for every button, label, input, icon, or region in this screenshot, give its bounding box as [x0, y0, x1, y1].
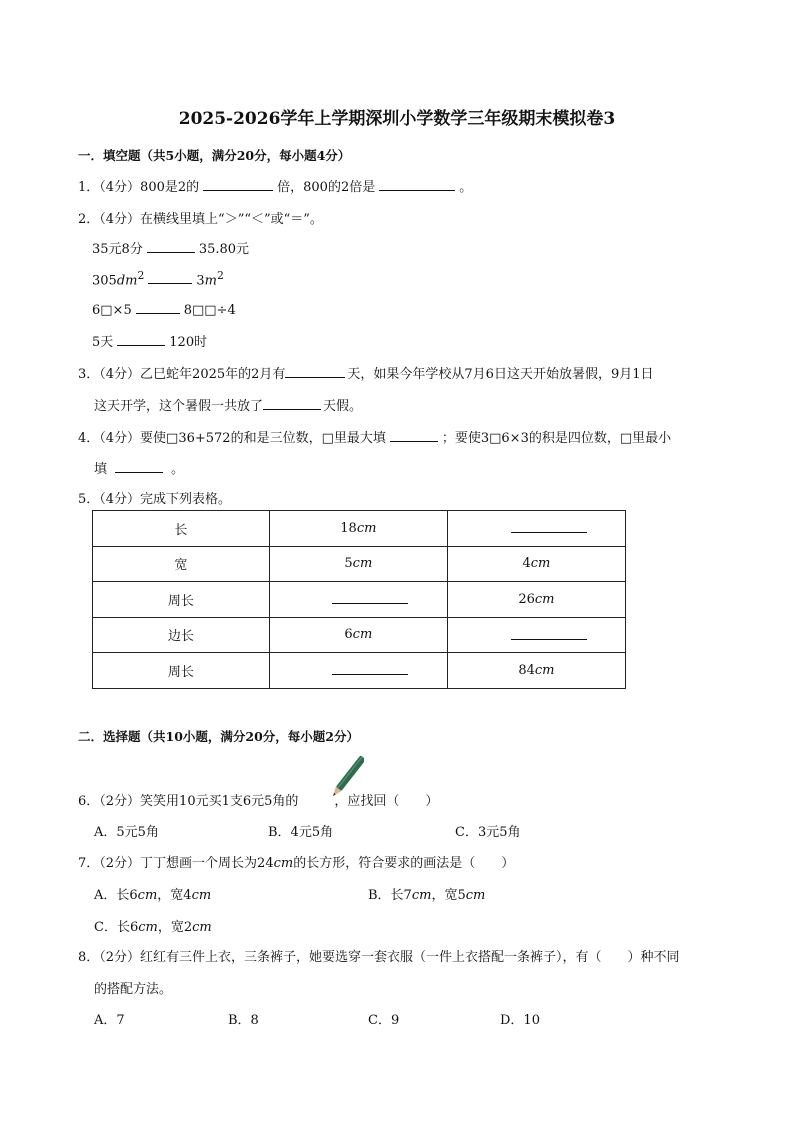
- table-value-cell: [447, 653, 625, 689]
- section-heading-fill-in: 一．填空题（共5小题，满分20分，每小题4分）: [78, 148, 351, 163]
- answer-blank[interactable]: [148, 270, 192, 284]
- q2-row-1-left: 35元8分: [92, 242, 143, 257]
- table-row: [93, 617, 626, 653]
- q2-row-3-left: 6□×5: [92, 303, 132, 318]
- q2-row-1: [92, 238, 249, 257]
- unit-label: cm: [352, 556, 373, 572]
- unit-label: cm: [356, 520, 377, 536]
- question-3-line-2: [94, 395, 362, 414]
- answer-blank[interactable]: [332, 661, 408, 675]
- table-value-cell: [447, 582, 625, 618]
- table-value-cell: [447, 546, 625, 582]
- q7-text-a: 7．（2分）丁丁想画一个周长为24: [78, 856, 274, 871]
- q1-text-b: 倍，800的2倍是: [277, 180, 376, 195]
- q1-text-a: 1．（4分）800是2的: [78, 180, 200, 195]
- option-text: ，宽5: [431, 888, 466, 903]
- answer-blank[interactable]: [379, 177, 455, 191]
- option-text: A．长6: [94, 888, 138, 903]
- question-7-stem: [78, 852, 514, 871]
- q7-option-b[interactable]: [368, 884, 485, 903]
- q1-text-c: 。: [459, 180, 473, 195]
- q8-option-a[interactable]: A．7: [94, 1013, 125, 1028]
- q8-option-c[interactable]: C．9: [368, 1013, 400, 1028]
- table-row: [93, 511, 626, 547]
- q4-text-d: 。: [171, 462, 185, 477]
- q6-text-a: 6．（2分）笑笑用10元买1支6元5角的: [78, 794, 299, 809]
- q3-text-a: 3．（4分）乙巳蛇年2025年的2月有: [78, 367, 286, 382]
- question-4-line-2: [94, 458, 184, 477]
- exponent: 2: [216, 269, 224, 282]
- q3-text-d: 天假。: [323, 399, 363, 414]
- q4-text-b: ；要使3□6×3的积是四位数，□里最小: [441, 431, 672, 446]
- table-row-label: 宽: [93, 546, 270, 582]
- unit-label: cm: [138, 920, 158, 935]
- q7-text-b: 的长方形，符合要求的画法是（ ）: [293, 856, 515, 871]
- q6-option-a[interactable]: A．5元5角: [94, 825, 159, 840]
- q2-row-2: [92, 269, 224, 288]
- option-text: ，宽2: [157, 920, 193, 935]
- cell-value: 5: [344, 556, 353, 572]
- table-row: [93, 653, 626, 689]
- question-1: [78, 176, 472, 195]
- perimeter-table: [92, 510, 626, 689]
- q2-row-4-left: 5天: [92, 335, 114, 350]
- answer-blank[interactable]: [285, 364, 345, 378]
- q6-option-b[interactable]: B．4元5角: [268, 825, 334, 840]
- question-4-line-1: [78, 427, 671, 446]
- question-5-stem: 5．（4分）完成下列表格。: [78, 492, 232, 507]
- unit-label: dm: [116, 273, 138, 289]
- q6-text-b: ，应找回（ ）: [334, 794, 439, 809]
- table-value-cell: [269, 511, 447, 547]
- q2-row-4-right: 120时: [169, 335, 208, 350]
- q4-text-c: 填: [94, 462, 108, 477]
- section-heading-choice: 二．选择题（共10小题，满分20分，每小题2分）: [78, 729, 359, 744]
- unit-label: cm: [534, 591, 555, 607]
- pencil-image: [330, 754, 364, 804]
- q2-row-3-right: 8□□÷4: [183, 303, 236, 318]
- q4-text-a: 4．（4分）要使□36+572的和是三位数，□里最大填: [78, 431, 386, 446]
- q7-option-c[interactable]: [94, 916, 212, 935]
- q2-row-2-right-value: 3: [196, 273, 205, 289]
- answer-blank[interactable]: [136, 300, 180, 314]
- answer-blank[interactable]: [332, 590, 408, 604]
- page-title: 2025-2026学年上学期深圳小学数学三年级期末模拟卷3: [178, 109, 616, 129]
- answer-blank[interactable]: [117, 332, 165, 346]
- unit-label: cm: [411, 888, 432, 903]
- unit-label: cm: [352, 627, 373, 643]
- question-3-line-1: [78, 363, 654, 382]
- q8-option-d[interactable]: D．10: [500, 1013, 540, 1028]
- table-answer-cell: [269, 582, 447, 618]
- q2-row-3: [92, 300, 236, 318]
- cell-value: 4: [522, 556, 531, 572]
- q8-option-b[interactable]: B．8: [228, 1013, 259, 1028]
- q6-option-c[interactable]: C．3元5角: [455, 825, 521, 840]
- q2-row-1-right: 35.80元: [198, 242, 250, 257]
- q2-row-2-left-value: 305: [92, 273, 117, 289]
- question-8-line-2: 的搭配方法。: [94, 982, 173, 997]
- table-answer-cell: [269, 653, 447, 689]
- answer-blank[interactable]: [511, 519, 587, 533]
- table-row-label: 边长: [93, 617, 270, 653]
- question-8-line-1: 8．（2分）红红有三件上衣，三条裤子，她要选穿一套衣服（一件上衣搭配一条裤子），有（ ）种不同: [78, 950, 680, 965]
- answer-blank[interactable]: [511, 626, 587, 640]
- answer-blank[interactable]: [390, 428, 438, 442]
- table-answer-cell: [447, 617, 625, 653]
- cell-value: 18: [340, 520, 357, 536]
- cell-value: 6: [344, 627, 353, 643]
- table-value-cell: [269, 617, 447, 653]
- q2-row-4: [92, 331, 207, 350]
- answer-blank[interactable]: [147, 239, 195, 253]
- option-text: C．长6: [94, 920, 139, 935]
- cell-value: 84: [518, 662, 535, 678]
- unit-label: cm: [465, 888, 486, 903]
- table-value-cell: [269, 546, 447, 582]
- table-row: [93, 546, 626, 582]
- option-text: ，宽4: [157, 888, 192, 903]
- answer-blank[interactable]: [263, 396, 321, 410]
- question-2-stem: 2．（4分）在横线里填上“＞”“＜”或“＝”。: [78, 212, 323, 227]
- pencil-highlight: [337, 756, 363, 788]
- unit-label: cm: [192, 920, 212, 935]
- unit-label: cm: [191, 888, 212, 903]
- answer-blank[interactable]: [203, 177, 273, 191]
- unit-label: cm: [534, 662, 555, 678]
- q3-text-b: 天，如果今年学校从7月6日这天开始放暑假，9月1日: [347, 367, 654, 382]
- answer-blank[interactable]: [115, 459, 163, 473]
- q3-text-c: 这天开学，这个暑假一共放了: [94, 399, 264, 414]
- table-row: [93, 582, 626, 618]
- unit-label: cm: [530, 556, 551, 572]
- table-row-label: 周长: [93, 582, 270, 618]
- question-6-stem: [78, 790, 438, 809]
- table-answer-cell: [447, 511, 625, 547]
- option-text: B．长7: [368, 888, 412, 903]
- unit-label: cm: [137, 888, 158, 903]
- unit-label: cm: [273, 856, 294, 871]
- table-row-label: 周长: [93, 653, 270, 689]
- unit-label: m: [204, 273, 217, 289]
- table-row-label: 长: [93, 511, 270, 547]
- cell-value: 26: [518, 591, 535, 607]
- q7-option-a[interactable]: [94, 884, 211, 903]
- exponent: 2: [137, 269, 145, 282]
